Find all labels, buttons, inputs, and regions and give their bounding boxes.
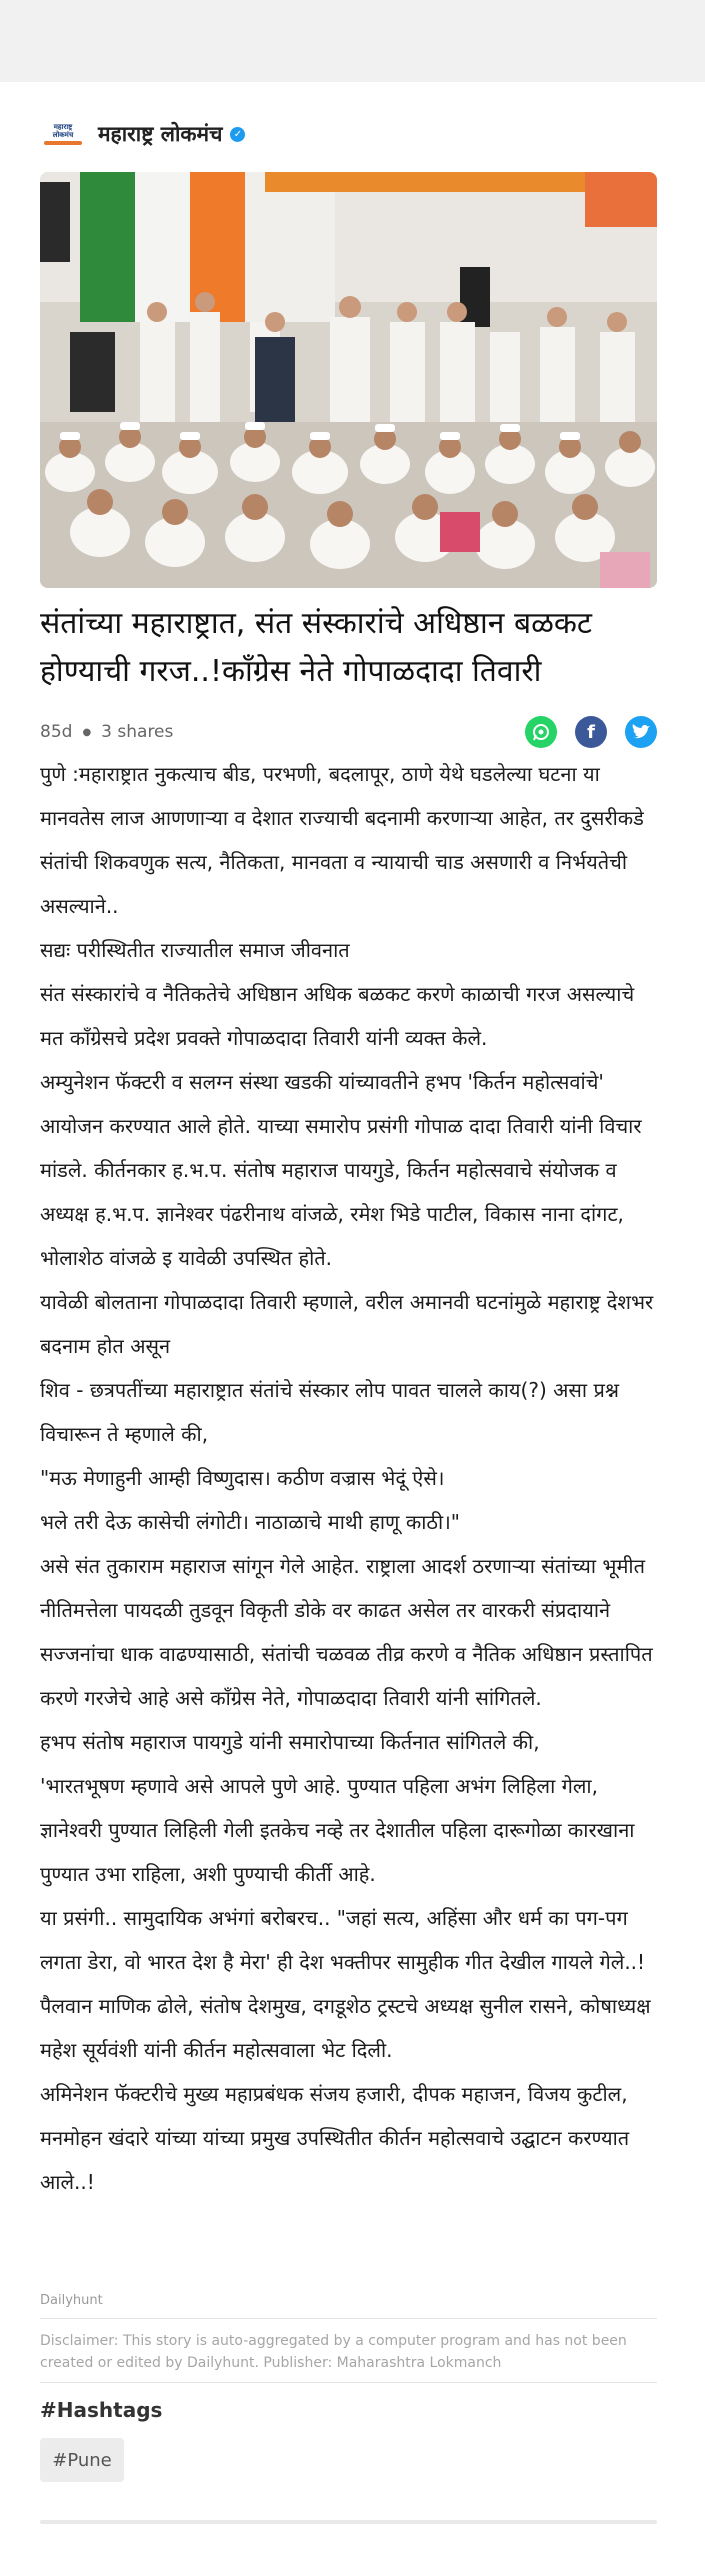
share-buttons [525,716,657,748]
article-paragraph: 'भारतभूषण म्हणावे असे आपले पुणे आहे. पुण्यात पहिला अभंग लिहिला गेला, ज्ञानेश्वरी पुण्यात लिहिली गेली इतकेच नव्हे तर देशातील पहिला दारूगोळा कारखाना पुण्यात उभा राहिला, अशी पुण्याची कीर्ती आहे. [40,1774,635,1886]
publisher-logo-text-2: लोकमंच [52,131,74,139]
bottom-divider [40,2520,657,2524]
verified-badge-icon: ✓ [230,127,245,142]
divider [40,2318,657,2319]
article-paragraph: हभप संतोष महाराज पायगुडे यांनी समारोपाच्या किर्तनात सांगितले की, [40,1730,540,1754]
article-meta-row [40,710,657,754]
hero-photo-illustration [40,172,657,588]
publisher-header[interactable] [40,112,245,156]
article-paragraph: भले तरी देऊ कासेची लंगोटी। नाठाळाचे माथी हाणू काठी।" [40,1510,460,1534]
share-count: 3 shares [101,722,174,742]
article-paragraph: सद्यः परीस्थितीत राज्यातील समाज जीवनात [40,938,350,962]
hashtag-chip-pune[interactable]: #Pune [40,2438,124,2482]
article-paragraph: असे संत तुकाराम महाराज सांगून गेले आहेत. राष्ट्राला आदर्श ठरणाऱ्या संतांच्या भूमीत नीतिमत्तेला पायदळी तुडवून विकृती डोके वर काढत असेल तर वारकरी संप्रदायाने सज्जनांचा धाक वाढण्यासाठी, संतांची चळवळ तीव्र करणे व नैतिक अधिष्ठान प्रस्तापित करणे गरजेचे आहे असे काँग्रेस नेते, गोपाळदादा तिवारी यांनी सांगितले. [40,1554,653,1710]
hero-image [40,172,657,588]
meta-separator: ● [82,726,92,738]
source-label: Dailyhunt [40,2293,103,2308]
publisher-logo [40,119,86,149]
article-headline: संतांच्या महाराष्ट्रात, संत संस्कारांचे अधिष्ठान बळकट होण्याची गरज..!काँग्रेस नेते गोपाळदादा तिवारी [40,606,593,689]
article-paragraph: या प्रसंगी.. सामुदायिक अभंगां बरोबरच.. "जहां सत्य, अहिंसा और धर्म का पग-पग लगता डेरा, वो भारत देश है मेरा' ही देश भक्तीपर सामुहीक गीत देखील गायले गेले..! [40,1906,646,1974]
hashtags-heading: #Hashtags [40,2398,163,2422]
article-body [40,752,662,2204]
top-app-bar [0,0,705,82]
facebook-icon[interactable]: f [575,716,607,748]
publisher-logo-text-1: महाराष्ट्र [53,123,73,131]
publisher-name[interactable]: महाराष्ट्र लोकमंच [98,122,223,146]
article-paragraph: पुणे :महाराष्ट्रात नुकत्याच बीड, परभणी, बदलापूर, ठाणे येथे घडलेल्या घटना या मानवतेस लाज आणणाऱ्या व देशात राज्याची बदनामी करणाऱ्या आहेत, तर दुसरीकडे संतांची शिकवणुक सत्य, नैतिकता, मानवता व न्यायाची चाड असणारी व निर्भयतेची असल्याने.. [40,762,644,918]
article-paragraph: पैलवान माणिक ढोले, संतोष देशमुख, दगडूशेठ ट्रस्टचे अध्यक्ष सुनील रासने, कोषाध्यक्ष महेश सूर्यवंशी यांनी कीर्तन महोत्सवाला भेट दिली. [40,1994,651,2062]
divider [40,2382,657,2383]
article-paragraph: यावेळी बोलताना गोपाळदादा तिवारी म्हणाले, वरील अमानवी घटनांमुळे महाराष्ट्र देशभर बदनाम होत असून [40,1290,654,1358]
article-paragraph: संत संस्कारांचे व नैतिकतेचे अधिष्ठान अधिक बळकट करणे काळाची गरज असल्याचे मत काँग्रेसचे प्रदेश प्रवक्ते गोपाळदादा तिवारी यांनी व्यक्त केले. [40,982,635,1050]
publisher-logo-wave [44,141,82,145]
article-paragraph: अम्युनेशन फॅक्टरी व सलग्न संस्था खडकी यांच्यावतीने हभप 'किर्तन महोत्सवांचे' आयोजन करण्यात आले होते. याच्या समारोप प्रसंगी गोपाळ दादा तिवारी यांनी विचार मांडले. कीर्तनकार ह.भ.प. संतोष महाराज पायगुडे, किर्तन महोत्सवाचे संयोजक व अध्यक्ष ह.भ.प. ज्ञानेश्वर पंढरीनाथ वांजळे, रमेश भिडे पाटील, विकास नाना दांगट, भोलाशेठ वांजळे इ यावेळी उपस्थित होते. [40,1070,642,1270]
article-paragraph: "मऊ मेणाहुनी आम्ही विष्णुदास। कठीण वज्रास भेदूं ऐसे। [40,1466,445,1490]
article-age: 85d [40,722,73,742]
twitter-icon[interactable] [625,716,657,748]
article-paragraph: शिव - छत्रपतींच्या महाराष्ट्रात संतांचे संस्कार लोप पावत चालले काय(?) असा प्रश्न विचारून ते म्हणाले की, [40,1378,619,1446]
article-paragraph: अमिनेशन फॅक्टरीचे मुख्य महाप्रबंधक संजय हजारी, दीपक महाजन, विजय कुटील, मनमोहन खंदारे यांच्या यांच्या प्रमुख उपस्थितीत कीर्तन महोत्सवाचे उद्घाटन करण्यात आले..! [40,2082,630,2194]
whatsapp-icon[interactable] [525,716,557,748]
disclaimer-text: Disclaimer: This story is auto-aggregated by a computer program and has not been created or edited by Dailyhunt. Publisher: Maharashtra Lokmanch [40,2333,627,2371]
